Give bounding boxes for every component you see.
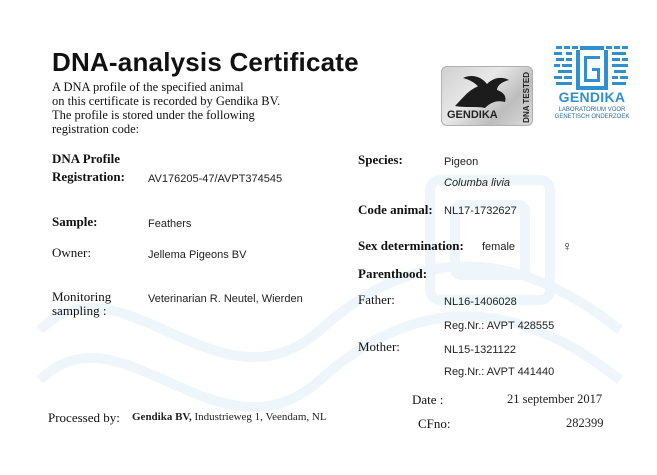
intro-line: on this certificate is recorded by Gendika BV.	[52, 94, 281, 108]
monitoring-label: Monitoring	[52, 289, 112, 304]
dna-profile-label: DNA Profile	[52, 151, 120, 166]
logo-tagline	[548, 107, 636, 121]
species-latin: Columba livia	[444, 177, 511, 189]
parenthood-label: Parenthood:	[358, 266, 428, 281]
gendika-logo-icon	[552, 44, 632, 94]
intro-text	[52, 80, 352, 136]
sticker-tested: DNA TESTED	[522, 72, 531, 123]
logo-tagline-line: GENETISCH ONDERZOEK	[554, 114, 630, 120]
dna-tested-sticker	[441, 66, 533, 126]
father-value: NL16-1406028	[444, 296, 517, 308]
processed-company: Gendika BV,	[132, 411, 192, 423]
processed-by-label: Processed by:	[48, 410, 120, 425]
sticker-brand: GENDIKA	[447, 109, 498, 121]
logo-tagline-line: LABORATORIUM VOOR	[558, 107, 626, 113]
mother-value: NL15-1321122	[444, 344, 516, 356]
sample-value: Feathers	[148, 218, 192, 230]
father-label: Father:	[358, 292, 395, 307]
sex-value: female	[482, 241, 516, 253]
owner-label: Owner:	[52, 245, 91, 260]
intro-line: A DNA profile of the specified animal	[52, 80, 244, 94]
processed-by-value	[132, 411, 327, 423]
father-reg: Reg.Nr.: AVPT 428555	[444, 320, 555, 332]
date-value: 21 september 2017	[507, 392, 603, 406]
sex-determination-label: Sex determination:	[358, 238, 464, 253]
monitoring-value: Veterinarian R. Neutel, Wierden	[148, 293, 303, 305]
processed-address: Industrieweg 1, Veendam, NL	[191, 411, 327, 423]
intro-line: registration code:	[52, 122, 140, 136]
code-animal-value: NL17-1732627	[444, 205, 517, 217]
certificate-title: DNA-analysis Certificate	[52, 47, 359, 77]
registration-value: AV176205-47/AVPT374545	[148, 173, 283, 185]
intro-line: The profile is stored under the following	[52, 108, 255, 122]
female-symbol-icon: ♀	[562, 238, 573, 254]
cfno-value: 282399	[566, 416, 604, 430]
mother-reg: Reg.Nr.: AVPT 441440	[444, 366, 555, 378]
owner-value: Jellema Pigeons BV	[148, 249, 247, 261]
logo-name: GENDIKA	[558, 89, 626, 105]
date-label: Date :	[412, 392, 444, 407]
cfno-label: CFno:	[418, 416, 451, 431]
sample-label: Sample:	[52, 214, 98, 229]
registration-label: Registration:	[52, 169, 125, 184]
code-animal-label: Code animal:	[358, 202, 433, 217]
species-label: Species:	[358, 152, 403, 167]
mother-label: Mother:	[358, 339, 400, 354]
monitoring-label-2: sampling :	[52, 303, 107, 318]
species-common: Pigeon	[444, 156, 479, 168]
